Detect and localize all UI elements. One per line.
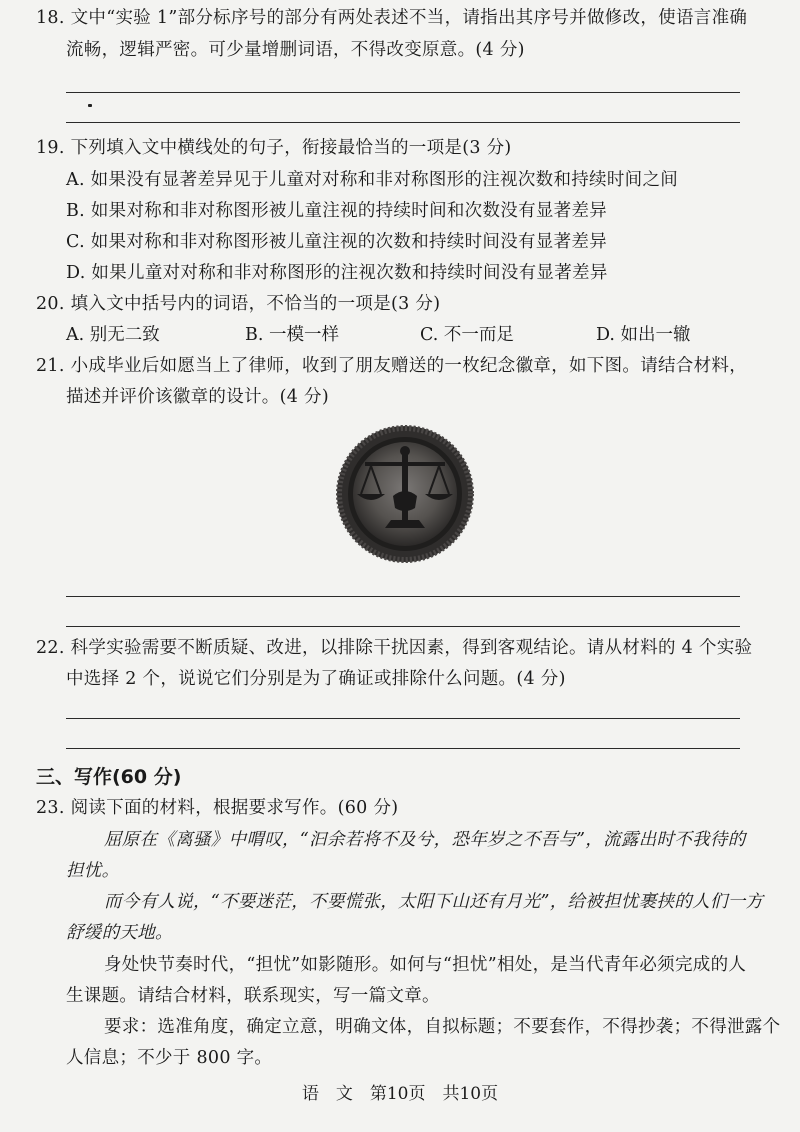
ink-dot (88, 104, 92, 107)
q21-line-2: 描述并评价该徽章的设计。(4 分) (66, 387, 329, 407)
q19-option-c: C. 如果对称和非对称图形被儿童注视的次数和持续时间没有显著差异 (66, 232, 607, 252)
q23-prompt-line-2: 生课题。请结合材料，联系现实，写一篇文章。 (66, 986, 440, 1006)
q20-option-a: A. 别无二致 (66, 325, 160, 345)
q18-line-1: 18. 文中“实验 1”部分标序号的部分有两处表述不当，请指出其序号并做修改，使语言准确 (36, 8, 748, 28)
q19-stem: 19. 下列填入文中横线处的句子，衔接最恰当的一项是(3 分) (36, 138, 512, 158)
q23-stem: 23. 阅读下面的材料，根据要求写作。(60 分) (36, 798, 399, 818)
q18-answer-line-2 (66, 122, 740, 123)
q23-requirements-line-2: 人信息；不少于 800 字。 (66, 1048, 273, 1068)
q22-line-2: 中选择 2 个，说说它们分别是为了确证或排除什么问题。(4 分) (66, 669, 566, 689)
q23-prompt-line-1: 身处快节奏时代，“担忧”如影随形。如何与“担忧”相处，是当代青年必须完成的人 (104, 955, 747, 975)
q22-answer-line-2 (66, 748, 740, 749)
q22-answer-line-1 (66, 718, 740, 719)
q23-material-p2-line-2: 舒缓的天地。 (66, 923, 173, 943)
q18-line-2: 流畅，逻辑严密。可少量增删词语，不得改变原意。(4 分) (66, 40, 525, 60)
page-footer: 语 文 第10页 共10页 (301, 1084, 499, 1104)
q22-line-1: 22. 科学实验需要不断质疑、改进，以排除干扰因素，得到客观结论。请从材料的 4 个实验 (36, 638, 753, 658)
q21-line-1: 21. 小成毕业后如愿当上了律师，收到了朋友赠送的一枚纪念徽章，如下图。请结合材料， (36, 356, 747, 376)
scales-of-justice-badge-icon (335, 424, 475, 564)
q20-stem: 20. 填入文中括号内的词语，不恰当的一项是(3 分) (36, 294, 441, 314)
q23-material-p1-line-1: 屈原在《离骚》中喟叹，“汩余若将不及兮，恐年岁之不吾与”，流露出时不我待的 (104, 830, 746, 850)
q21-answer-line-2 (66, 626, 740, 627)
q23-material-p1-line-2: 担忧。 (66, 861, 120, 881)
q23-material-p2-line-1: 而今有人说，“不要迷茫，不要慌张，太阳下山还有月光”，给被担忧裹挟的人们一方 (104, 892, 764, 912)
q18-answer-line-1 (66, 92, 740, 93)
q19-option-d: D. 如果儿童对对称和非对称图形的注视次数和持续时间没有显著差异 (66, 263, 608, 283)
q19-option-b: B. 如果对称和非对称图形被儿童注视的持续时间和次数没有显著差异 (66, 201, 608, 221)
q23-requirements-line-1: 要求：选准角度，确定立意，明确文体，自拟标题；不要套作，不得抄袭；不得泄露个 (104, 1017, 781, 1037)
q21-answer-line-1 (66, 596, 740, 597)
q19-option-a: A. 如果没有显著差异见于儿童对对称和非对称图形的注视次数和持续时间之间 (66, 170, 679, 190)
q20-option-b: B. 一模一样 (245, 325, 339, 345)
q20-option-d: D. 如出一辙 (596, 325, 691, 345)
section-3-title: 三、写作(60 分) (36, 766, 182, 788)
q20-option-c: C. 不一而足 (420, 325, 514, 345)
